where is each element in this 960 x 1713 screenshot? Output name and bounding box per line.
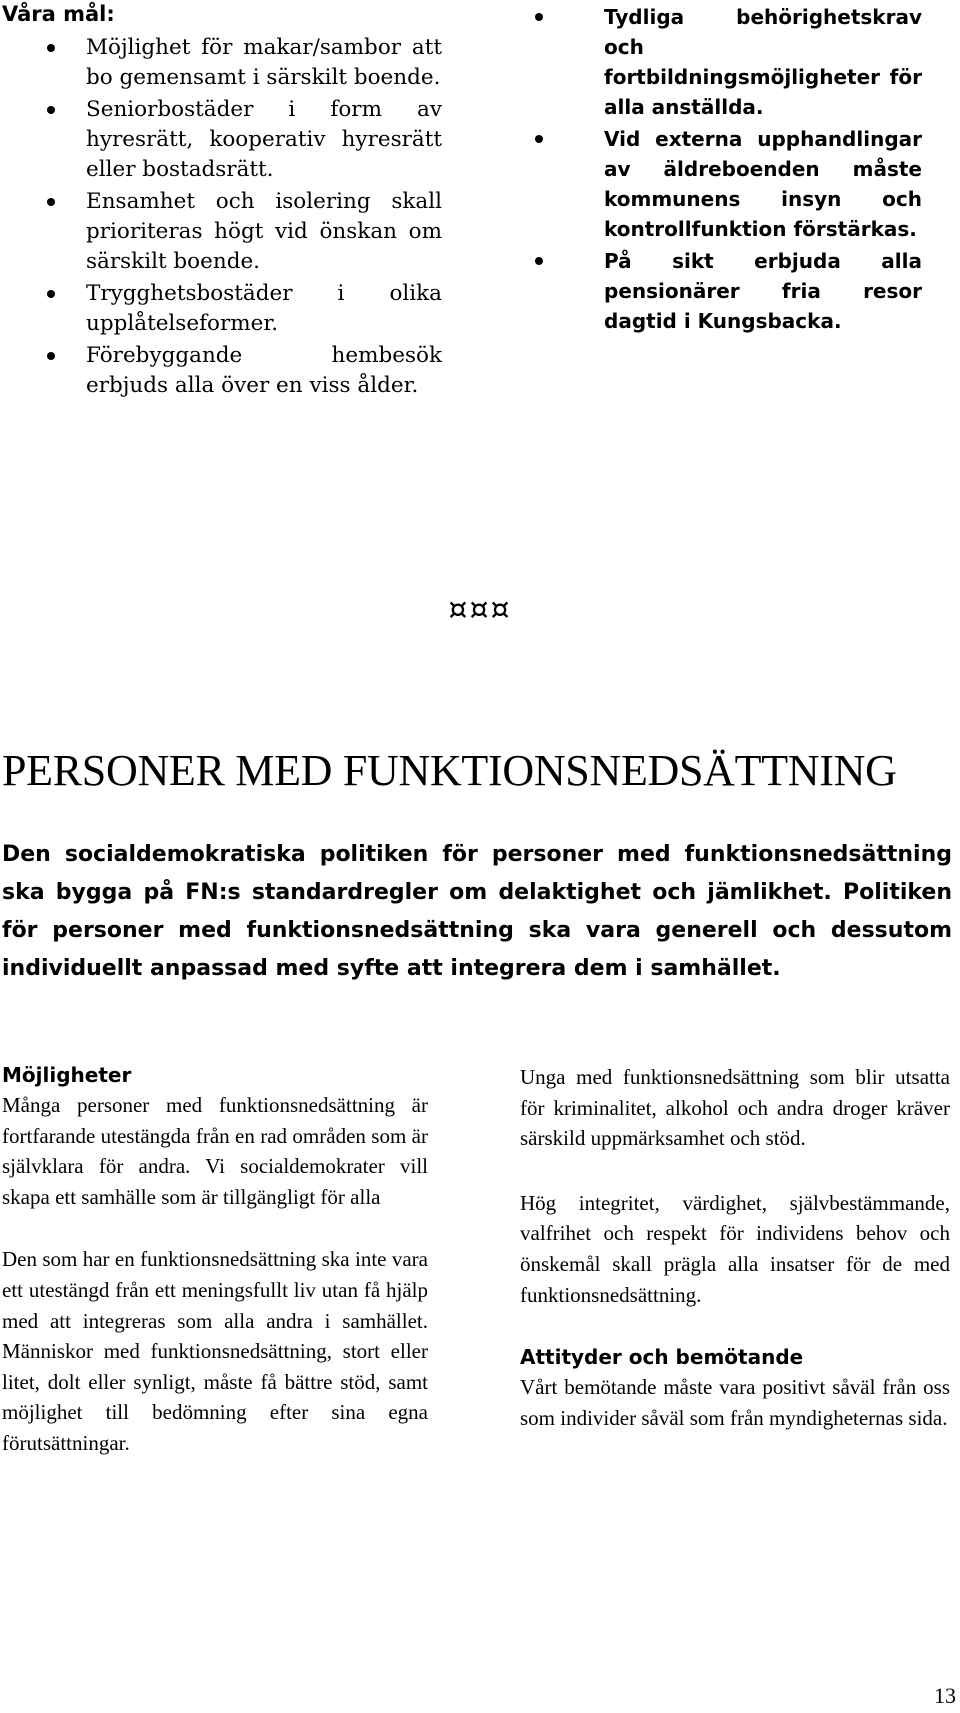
goals-list-left <box>42 33 442 403</box>
goal-item: Trygghetsbostäder i olika upplåtelseformer. <box>42 279 442 339</box>
goal-item: Tydliga behörighetskrav och fortbildningsmöjligheter för alla anställda. <box>560 2 922 122</box>
left-column-heading: Möjligheter <box>2 1063 132 1087</box>
left-column-paragraph: Den som har en funktionsnedsättning ska inte vara ett utestängd från ett meningsfullt liv utan få hjälp med att integreras som alla andra i samhället. Människor med funktionsnedsättning, stort eller litet, dolt eller synligt, måste få bättre stöd, samt möjlighet till bedömning efter sina egna förutsättningar. <box>2 1247 428 1455</box>
goal-item: På sikt erbjuda alla pensionärer fria resor dagtid i Kungsbacka. <box>560 246 922 336</box>
goal-item: Vid externa upphandlingar av äldreboenden måste kommunens insyn och kontrollfunktion förstärkas. <box>560 124 922 244</box>
left-column <box>2 1060 428 1459</box>
page-number: 13 <box>934 1683 956 1708</box>
goals-heading: Våra mål: <box>2 2 115 26</box>
right-column-paragraph: Unga med funktionsnedsättning som blir utsatta för kriminalitet, alkohol och andra droger kräver särskild uppmärksamhet och stöd. <box>520 1065 950 1151</box>
goals-list-right <box>560 2 922 338</box>
goal-item: Seniorbostäder i form av hyresrätt, kooperativ hyresrätt eller bostadsrätt. <box>42 95 442 185</box>
section-title: PERSONER MED FUNKTIONSNEDSÄTTNING <box>2 746 897 795</box>
goal-item: Ensamhet och isolering skall prioriteras högt vid önskan om särskilt boende. <box>42 187 442 277</box>
goal-item: Förebyggande hembesök erbjuds alla över en viss ålder. <box>42 341 442 401</box>
left-column-paragraph: Många personer med funktionsnedsättning är fortfarande utestängda från en rad områden som är självklara för andra. Vi socialdemokrater vill skapa ett samhälle som är tillgängligt för alla <box>2 1093 428 1209</box>
right-column-paragraph: Vårt bemötande måste vara positivt såväl från oss som individer såväl som från myndigheternas sida. <box>520 1375 950 1430</box>
goal-item: Möjlighet för makar/sambor att bo gemensamt i särskilt boende. <box>42 33 442 93</box>
right-column-heading: Attityder och bemötande <box>520 1345 804 1370</box>
right-column-paragraph: Hög integritet, värdighet, självbestämmande, valfrihet och respekt för individens behov och önskemål skall prägla alla insatser för de med funktionsnedsättning. <box>520 1190 950 1307</box>
section-intro: Den socialdemokratiska politiken för personer med funktionsnedsättning ska bygga på FN:s standardregler om delaktighet och jämlikhet. Politiken för personer med funktionsnedsättning ska vara generell och dessutom individuellt anpassad med syfte att integrera dem i samhället. <box>2 842 952 981</box>
right-column <box>520 1062 950 1433</box>
section-separator: ¤¤¤ <box>448 592 512 627</box>
